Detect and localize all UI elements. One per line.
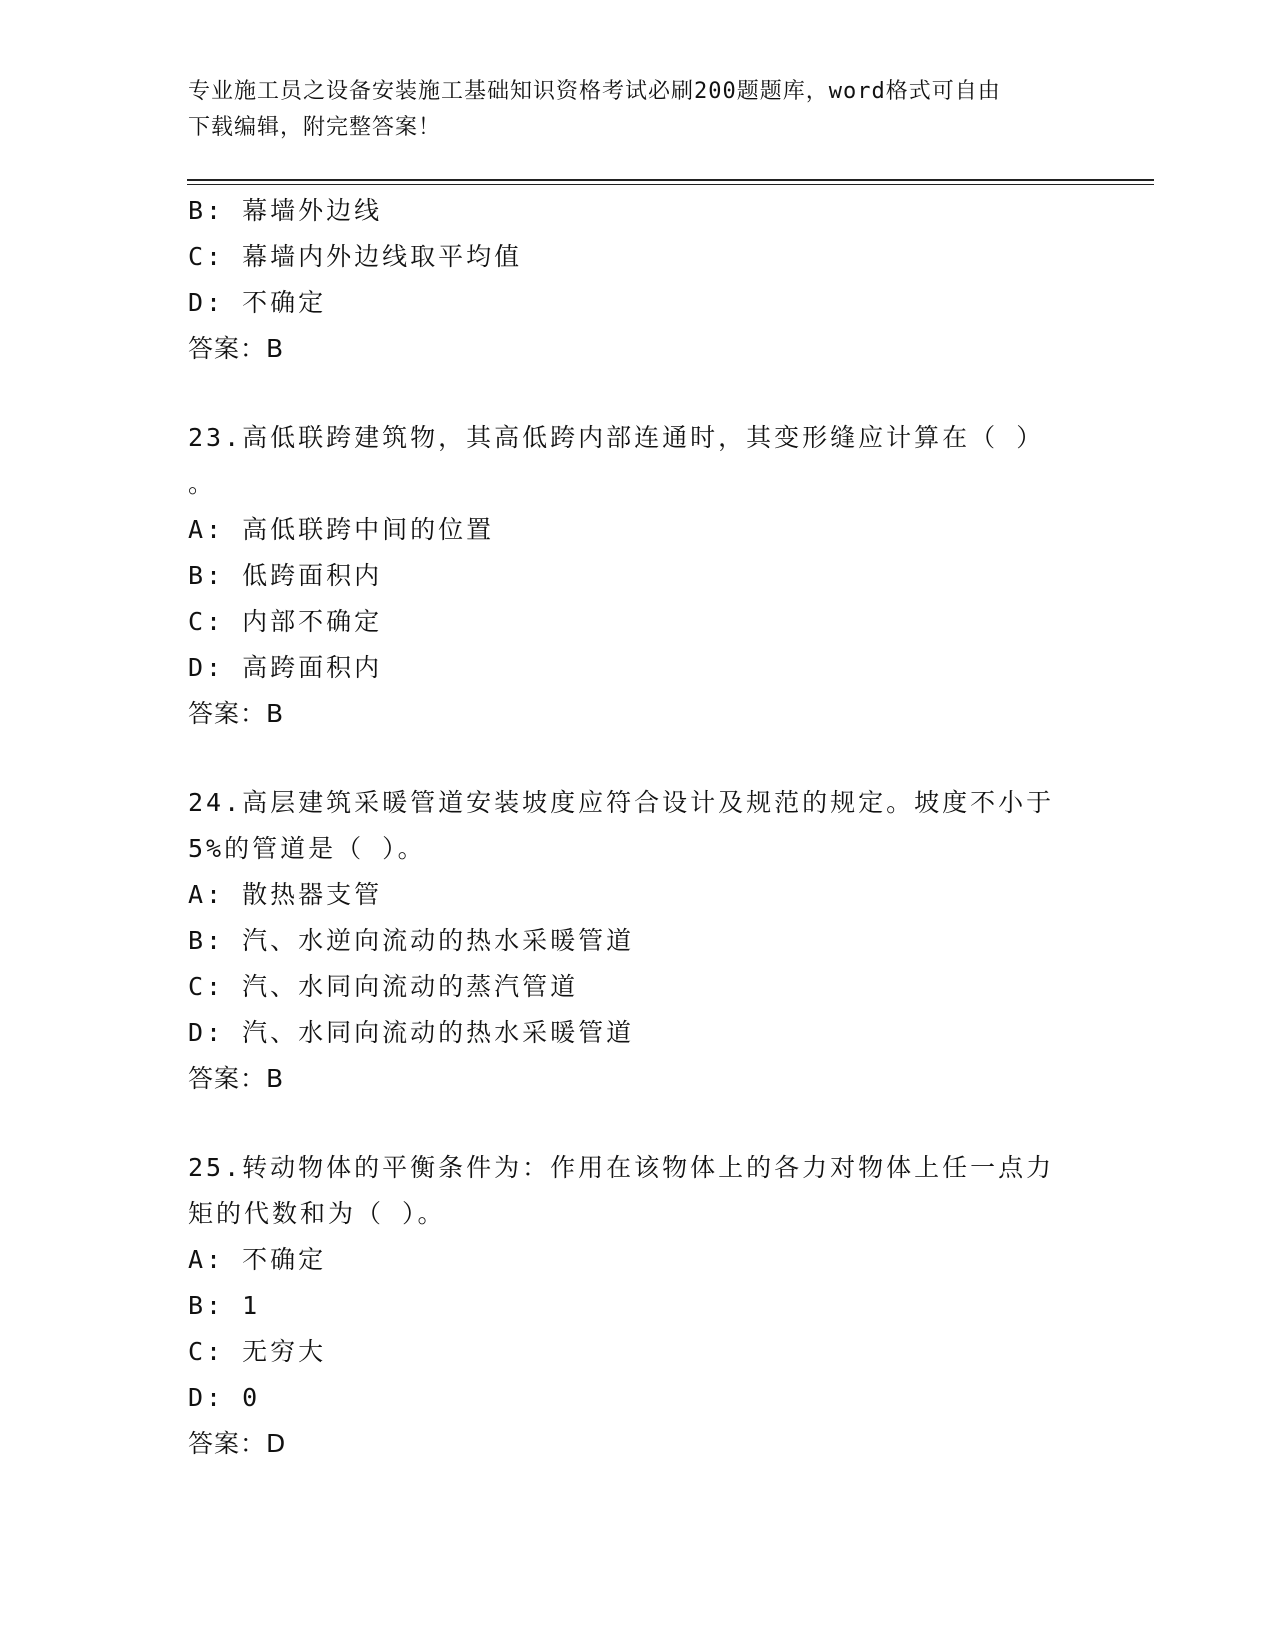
header-line-1: 专业施工员之设备安装施工基础知识资格考试必刷200题题库，word格式可自由 [188, 79, 1001, 104]
option-c: C: 无穷大 [188, 1337, 327, 1366]
question-22-tail [188, 188, 1088, 372]
option-d: D: 0 [188, 1383, 261, 1412]
question-text-line-1: 24.高层建筑采暖管道安装坡度应符合设计及规范的规定。坡度不小于 [188, 788, 1055, 817]
question-text-line-1: 25.转动物体的平衡条件为：作用在该物体上的各力对物体上任一点力 [188, 1153, 1055, 1182]
option-b: B: 1 [188, 1291, 261, 1320]
document-header [188, 74, 1068, 146]
option-a: A: 散热器支管 [188, 880, 383, 909]
question-text-line-1: 23.高低联跨建筑物，其高低跨内部连通时，其变形缝应计算在（ ） [188, 423, 1045, 452]
question-content [188, 188, 1088, 1467]
question-25 [188, 1145, 1088, 1467]
spacer [188, 737, 1088, 780]
answer: 答案：B [188, 334, 285, 363]
answer: 答案：B [188, 699, 285, 728]
question-text-line-2: 矩的代数和为（ ）。 [188, 1199, 446, 1228]
header-line-2: 下载编辑，附完整答案！ [188, 115, 442, 140]
header-divider-thin [187, 184, 1154, 185]
question-23 [188, 415, 1088, 737]
answer: 答案：B [188, 1064, 285, 1093]
option-d: D: 高跨面积内 [188, 653, 383, 682]
header-divider-thick [187, 179, 1154, 181]
option-b: B: 低跨面积内 [188, 561, 383, 590]
option-b: B: 幕墙外边线 [188, 196, 383, 225]
option-c: C: 内部不确定 [188, 607, 383, 636]
option-a: A: 不确定 [188, 1245, 327, 1274]
option-c: C: 幕墙内外边线取平均值 [188, 242, 523, 271]
question-text-line-2: 。 [188, 469, 217, 498]
option-b: B: 汽、水逆向流动的热水采暖管道 [188, 926, 635, 955]
option-a: A: 高低联跨中间的位置 [188, 515, 495, 544]
spacer [188, 372, 1088, 415]
question-24 [188, 780, 1088, 1102]
question-text-line-2: 5%的管道是（ ）。 [188, 834, 426, 863]
answer: 答案：D [188, 1429, 287, 1458]
option-d: D: 汽、水同向流动的热水采暖管道 [188, 1018, 635, 1047]
option-c: C: 汽、水同向流动的蒸汽管道 [188, 972, 579, 1001]
option-d: D: 不确定 [188, 288, 327, 317]
spacer [188, 1102, 1088, 1145]
